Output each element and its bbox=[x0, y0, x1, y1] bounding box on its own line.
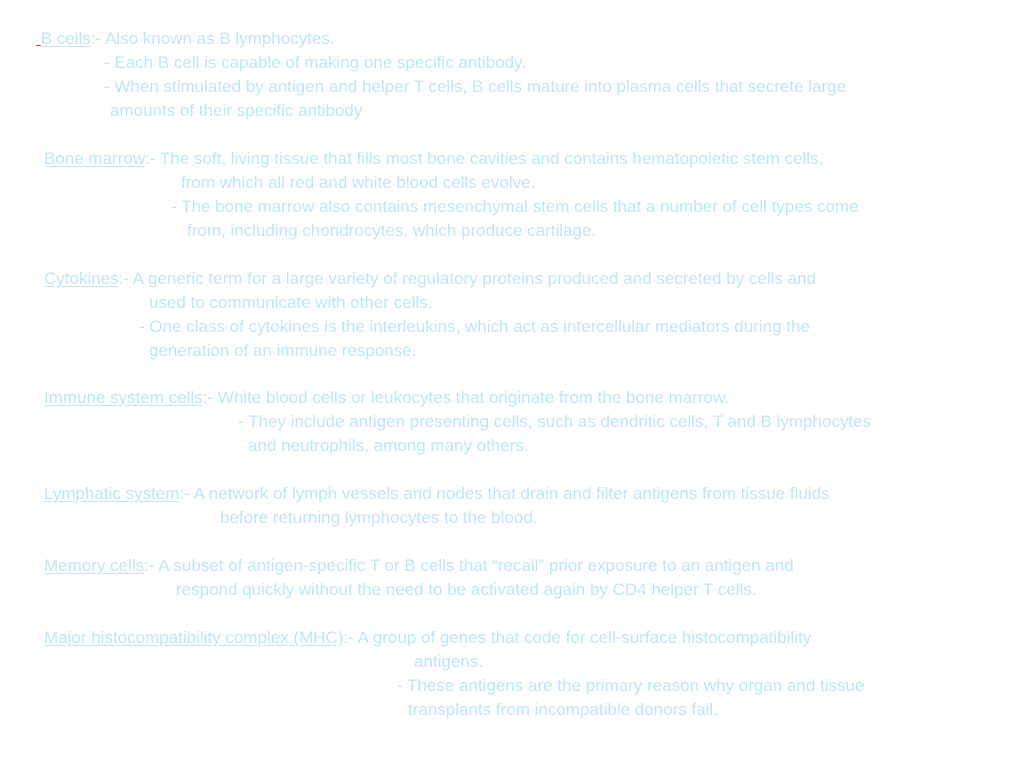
entry-immune-system-cells-line-3: and neutrophils, among many others. bbox=[248, 436, 529, 455]
entry-cytokines-line-3: - One class of cytokines is the interleukins, which act as intercellular mediators during the bbox=[139, 317, 810, 336]
entry-mhc-line-3: - These antigens are the primary reason why organ and tissue bbox=[397, 676, 865, 695]
entry-cytokines-line-2: used to communicate with other cells. bbox=[149, 293, 433, 312]
entry-bone-marrow-line-1 bbox=[44, 147, 823, 171]
entry-b-cells-line-1 bbox=[36, 27, 335, 51]
term-bone-marrow[interactable]: Bone marrow bbox=[44, 149, 146, 168]
definition-text: :- White blood cells or leukocytes that originate from the bone marrow. bbox=[202, 388, 730, 407]
entry-immune-system-cells-line-2: - They include antigen presenting cells, such as dendritic cells, T and B lymphocytes bbox=[238, 412, 872, 431]
entry-bone-marrow-line-2: from which all red and white blood cells evolve. bbox=[181, 173, 536, 192]
entry-mhc-line-2: antigens. bbox=[414, 652, 483, 671]
entry-mhc-line-1 bbox=[44, 626, 811, 650]
entry-lymphatic-system-line-2: before returning lymphocytes to the blood. bbox=[220, 508, 538, 527]
entry-b-cells-line-2: - Each B cell is capable of making one specific antibody. bbox=[104, 53, 527, 72]
entry-b-cells-line-4: amounts of their specific antibody bbox=[110, 101, 363, 120]
entry-memory-cells-line-2: respond quickly without the need to be activated again by CD4 helper T cells. bbox=[176, 580, 757, 599]
entry-b-cells-line-3: - When stimulated by antigen and helper T cells, B cells mature into plasma cells that secrete large bbox=[104, 77, 847, 96]
definition-text: :- A generic term for a large variety of regulatory proteins produced and secreted by cells and bbox=[118, 269, 817, 288]
term-memory-cells[interactable]: Memory cells bbox=[44, 556, 145, 575]
entry-bone-marrow-line-4: from, including chondrocytes, which produce cartilage. bbox=[187, 221, 597, 240]
term-lymphatic-system[interactable]: Lymphatic system bbox=[44, 484, 180, 503]
entry-memory-cells-line-1 bbox=[44, 554, 794, 578]
entry-mhc-line-4: transplants from incompatible donors fail. bbox=[408, 700, 718, 719]
entry-bone-marrow-line-3: - The bone marrow also contains mesenchymal stem cells that a number of cell types come bbox=[171, 197, 859, 216]
definition-text: :- The soft, living tissue that fills most bone cavities and contains hematopoietic stem cells, bbox=[145, 149, 824, 168]
entry-cytokines-line-1 bbox=[44, 267, 816, 291]
definition-text: :- A group of genes that code for cell-surface histocompatibility bbox=[343, 628, 812, 647]
entry-lymphatic-system-line-1 bbox=[44, 482, 830, 506]
entry-cytokines-line-4: generation of an immune response. bbox=[149, 341, 417, 360]
term-b-cells[interactable]: B cells bbox=[40, 29, 91, 48]
term-immune-system-cells[interactable]: Immune system cells bbox=[44, 388, 203, 407]
definition-text: :- A network of lymph vessels and nodes that drain and filter antigens from tissue fluids bbox=[179, 484, 830, 503]
definition-text: :- Also known as B lymphocytes. bbox=[90, 29, 335, 48]
definition-text: :- A subset of antigen-specific T or B cells that “recall” prior exposure to an antigen and bbox=[144, 556, 794, 575]
term-mhc[interactable]: Major histocompatibility complex (MHC) bbox=[44, 628, 344, 647]
entry-immune-system-cells-line-1 bbox=[44, 386, 729, 410]
term-cytokines[interactable]: Cytokines bbox=[44, 269, 119, 288]
